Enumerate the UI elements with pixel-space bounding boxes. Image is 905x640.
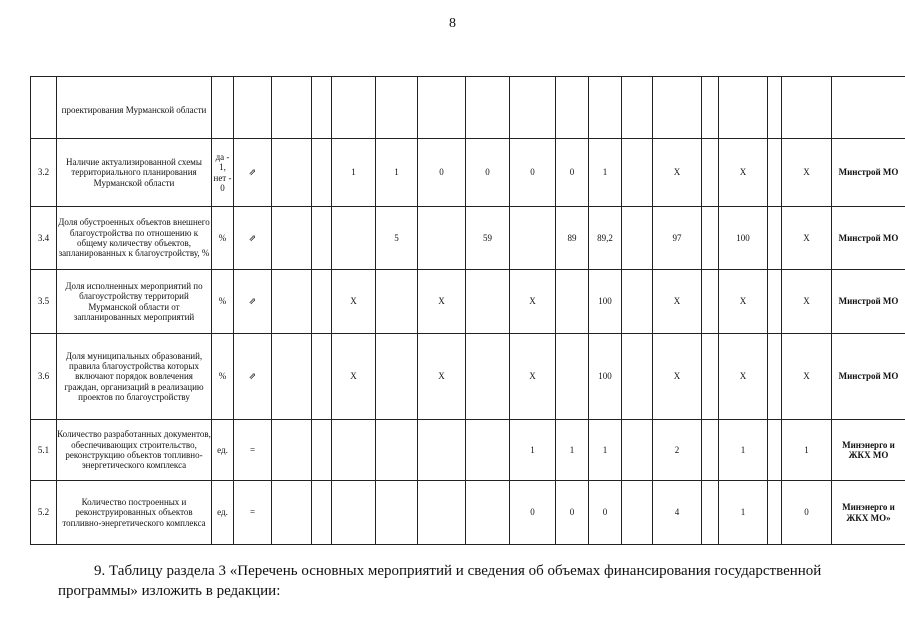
table-row [31,270,905,334]
value-cell [622,334,653,420]
indicators-table [30,76,905,545]
value-cell: X [782,334,832,420]
value-cell [510,207,556,270]
indicator-name: Доля обустроенных объектов внешнего благоустройства по отношению к общему количеству объектов, запланированных к благоустройству, % [57,207,212,270]
value-cell [312,207,332,270]
indicator-name: Количество построенных и реконструированных объектов топливно-энергетического комплекса [57,481,212,545]
value-cell: 1 [376,139,418,207]
value-cell: 1 [782,420,832,481]
weight-cell: ⇗ [234,334,272,420]
weight-cell: ⇗ [234,207,272,270]
unit-cell: % [212,207,234,270]
value-cell: X [719,334,768,420]
value-cell [312,270,332,334]
value-cell [702,270,719,334]
row-number: 3.4 [31,207,57,270]
unit-cell: ед. [212,420,234,481]
weight-cell [234,77,272,139]
value-cell [272,481,312,545]
value-cell [418,207,466,270]
value-cell: 89,2 [589,207,622,270]
indicator-name: Доля муниципальных образований, правила благоустройства которых включают порядок вовлечения граждан, организаций в реализацию проектов по благоустройству [57,334,212,420]
value-cell [332,207,376,270]
value-cell [622,77,653,139]
value-cell: 1 [510,420,556,481]
value-cell [622,139,653,207]
value-cell: 1 [556,420,589,481]
value-cell: X [782,270,832,334]
value-cell [782,77,832,139]
value-cell [272,270,312,334]
value-cell [622,270,653,334]
unit-cell: да - 1, нет - 0 [212,139,234,207]
value-cell [702,207,719,270]
value-cell: X [719,139,768,207]
executor-cell [832,77,905,139]
value-cell [332,481,376,545]
row-number: 3.6 [31,334,57,420]
row-number: 5.1 [31,420,57,481]
value-cell [556,270,589,334]
value-cell [622,481,653,545]
value-cell [376,270,418,334]
value-cell [466,420,510,481]
value-cell: 0 [556,481,589,545]
value-cell: 4 [653,481,702,545]
value-cell: X [510,334,556,420]
indicator-name: проектирования Мурманской области [57,77,212,139]
value-cell [653,77,702,139]
value-cell: X [719,270,768,334]
value-cell [332,420,376,481]
value-cell [702,77,719,139]
value-cell: 0 [510,139,556,207]
value-cell [702,420,719,481]
value-cell [418,481,466,545]
value-cell [622,207,653,270]
value-cell [556,77,589,139]
value-cell: 1 [332,139,376,207]
value-cell [466,77,510,139]
value-cell: X [653,270,702,334]
unit-cell: % [212,270,234,334]
table-row [31,139,905,207]
value-cell [702,139,719,207]
value-cell: X [332,334,376,420]
value-cell: 0 [466,139,510,207]
value-cell [272,334,312,420]
weight-cell: = [234,420,272,481]
value-cell: 100 [589,334,622,420]
row-number: 3.5 [31,270,57,334]
value-cell [332,77,376,139]
value-cell: 100 [719,207,768,270]
value-cell [312,77,332,139]
value-cell [510,77,556,139]
value-cell: X [653,334,702,420]
value-cell [272,139,312,207]
value-cell [589,77,622,139]
value-cell [768,420,782,481]
row-number: 3.2 [31,139,57,207]
value-cell: X [418,334,466,420]
table-row [31,481,905,545]
value-cell: 89 [556,207,589,270]
weight-cell: = [234,481,272,545]
value-cell [312,420,332,481]
indicator-name: Наличие актуализированной схемы территориального планирования Мурманской области [57,139,212,207]
value-cell [702,481,719,545]
value-cell: X [510,270,556,334]
value-cell [418,77,466,139]
value-cell [312,334,332,420]
table-row [31,77,905,139]
page-number: 8 [449,16,456,31]
value-cell [768,481,782,545]
value-cell [312,481,332,545]
unit-cell [212,77,234,139]
value-cell: 5 [376,207,418,270]
unit-cell: ед. [212,481,234,545]
executor-cell: Минстрой МО [832,207,905,270]
value-cell: 0 [589,481,622,545]
value-cell [768,207,782,270]
value-cell [466,270,510,334]
value-cell: 97 [653,207,702,270]
value-cell [719,77,768,139]
value-cell [272,420,312,481]
row-number: 5.2 [31,481,57,545]
row-number [31,77,57,139]
value-cell [272,77,312,139]
value-cell: 2 [653,420,702,481]
value-cell [376,334,418,420]
value-cell: X [782,139,832,207]
table-row [31,334,905,420]
value-cell: 100 [589,270,622,334]
value-cell: 1 [719,481,768,545]
value-cell [376,420,418,481]
indicator-name: Количество разработанных документов, обеспечивающих строительство, реконструкцию объектов топливно-энергетического комплекса [57,420,212,481]
value-cell: 0 [556,139,589,207]
value-cell [466,481,510,545]
indicator-name: Доля исполненных мероприятий по благоустройству территорий Мурманской области от запланированных мероприятий [57,270,212,334]
executor-cell: Минстрой МО [832,270,905,334]
value-cell: 1 [719,420,768,481]
unit-cell: % [212,334,234,420]
value-cell: 0 [418,139,466,207]
executor-cell: Минэнерго и ЖКХ МО [832,420,905,481]
value-cell [312,139,332,207]
value-cell [376,77,418,139]
value-cell: 1 [589,139,622,207]
value-cell: 1 [589,420,622,481]
table-row [31,420,905,481]
value-cell: X [418,270,466,334]
value-cell [376,481,418,545]
weight-cell: ⇗ [234,139,272,207]
value-cell: X [782,207,832,270]
value-cell: X [653,139,702,207]
value-cell [768,77,782,139]
table-row [31,207,905,270]
value-cell: 59 [466,207,510,270]
value-cell [622,420,653,481]
value-cell [466,334,510,420]
value-cell: 0 [782,481,832,545]
executor-cell: Минэнерго и ЖКХ МО» [832,481,905,545]
amendment-paragraph: 9. Таблицу раздела 3 «Перечень основных мероприятий и сведения об объемах финансирования государственной программы» изложить в редакции: [58,563,822,599]
value-cell [272,207,312,270]
executor-cell: Минстрой МО [832,139,905,207]
value-cell [556,334,589,420]
weight-cell: ⇗ [234,270,272,334]
value-cell [702,334,719,420]
value-cell: 0 [510,481,556,545]
value-cell: X [332,270,376,334]
executor-cell: Минстрой МО [832,334,905,420]
value-cell [768,334,782,420]
value-cell [768,139,782,207]
value-cell [768,270,782,334]
value-cell [418,420,466,481]
